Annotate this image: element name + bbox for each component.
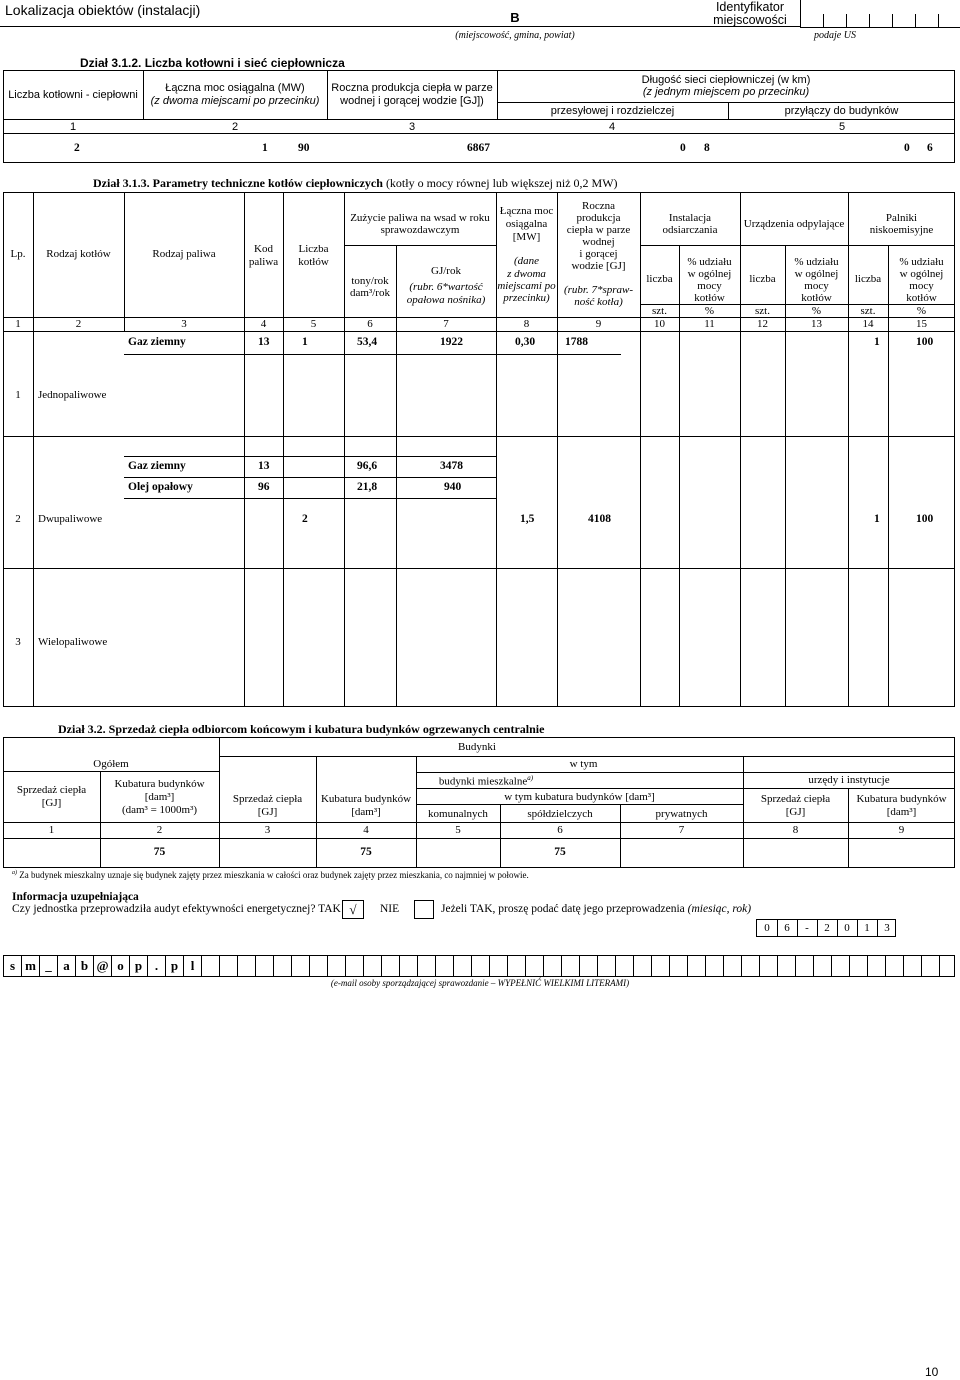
col-num: 2 [75,318,82,330]
email-char: o [111,956,129,976]
r2-gj-1: 3478 [440,460,463,472]
r1-gj: 1922 [440,336,463,348]
header-zuzycie-1: Zużycie paliwa na wsad w roku [350,212,490,224]
value-spoldzielczych: 75 [554,846,566,858]
header-rodzaj-paliwa: Rodzaj paliwa [152,248,216,260]
value-moc-int: 1 [262,142,268,154]
header-sprzedaz-1: Sprzedaż ciepła [760,793,831,805]
email-char: p [129,956,147,976]
col-produkcja-label-1: Roczna produkcja ciepła w parze [331,82,493,94]
col-num: 1 [69,121,77,133]
date-digit: 2 [824,922,830,934]
r1-palniki-pct: 100 [916,336,934,348]
header-kod-1: Kod [254,243,273,255]
col-num: 12 [757,318,768,330]
r1-tony: 53,4 [357,336,378,348]
col-dlugosc-label: Długość sieci ciepłowniczej (w km) [641,74,811,86]
r2-tony-2: 21,8 [357,481,378,493]
r1-moc: 0,30 [515,336,536,348]
header-instalacja-2: odsiarczania [662,224,718,236]
audit-date-label: Jeżeli TAK, proszę podać datę jego przeprowadzenia (miesiąc, rok) [441,903,752,915]
header-gj-3: opałowa nośnika) [406,294,486,306]
col-num: 9 [898,824,905,836]
audit-question: Czy jednostka przeprowadziła audyt efektywności energetycznej? TAK [12,903,341,915]
header-gj-1: GJ/rok [431,265,461,277]
email-char: a [57,956,75,976]
col-num: 3 [264,824,271,836]
header-moc-1: Łączna moc [499,205,554,217]
header-prod-3: ciepła w parze [566,224,631,236]
header-tony-1: tony/rok [351,275,389,287]
email-char: _ [39,956,57,976]
section-32-title: Dział 3.2. Sprzedaż ciepła odbiorcom końcowym i kubatura budynków ogrzewanych centralnie [58,722,545,736]
header-prywatnych: prywatnych [655,808,708,820]
col-num: 1 [15,318,21,330]
value-kotlownie: 2 [74,142,80,154]
header-liczba: liczba [854,273,882,285]
col-num: 8 [523,318,530,330]
header-zuzycie-2: sprawozdawczym [380,224,460,236]
audit-no-label: NIE [380,903,400,915]
location-title: Lokalizacja obiektów (instalacji) [5,2,201,18]
value-przylaczy-int: 0 [904,142,910,154]
r2-fuel-2: Olej opałowy [128,481,193,493]
row-name: Dwupaliwowe [38,513,103,525]
header-udzial: % udziału w ogólnej mocy kotłów [899,256,944,304]
header-kubatura-2: [dam³] [144,791,175,803]
header-lp: Lp. [10,248,26,260]
date-digit: 3 [884,922,890,934]
col-przylaczy-label: przyłączy do budynków [784,105,899,117]
header-prod-4: wodnej [582,236,615,248]
col-num: 3 [408,121,416,133]
row-lp: 3 [15,636,21,648]
header-liczba-2: kotłów [298,256,329,268]
unit-pct: % [811,305,822,317]
col-num: 1 [48,824,55,836]
r2-kod-2: 96 [258,481,270,493]
identifier-label-1: Identyfikator [715,0,785,14]
header-prod-5: i gorącej [579,248,618,260]
header-prod-1: Roczna [582,200,615,212]
header-kod-2: paliwa [248,256,279,268]
header-kubatura-1: Kubatura budynków [114,778,205,790]
page-number: 10 [925,1365,939,1379]
header-kubatura-2: [dam³] [351,806,381,818]
col-num: 7 [678,824,685,836]
header-w-tym-kubatura: w tym kubatura budynków [dam³] [504,791,655,803]
header-letter-b: B [510,10,520,25]
r2-kod-1: 13 [258,460,270,472]
header-budynki: Budynki [458,741,496,753]
col-num: 4 [608,121,616,133]
col-num: 5 [838,121,846,133]
location-hint: (miejscowość, gmina, powiat) [455,30,575,41]
col-kotlownie-label: Liczba kotłowni - ciepłowni [8,89,138,101]
email-char: @ [93,956,111,976]
email-char: . [147,956,165,976]
header-moc-7: przecinku) [503,292,550,304]
header-tony-2: dam³/rok [350,287,390,299]
col-num: 11 [704,318,715,330]
row-name: Wielopaliwowe [38,636,108,648]
r2-fuel-1: Gaz ziemny [128,460,186,472]
header-udzial: % udziału w ogólnej mocy kotłów [687,256,732,304]
email-char: l [183,956,201,976]
section-313-title: Dział 3.1.3. Parametry techniczne kotłów ciepłowniczych (kotły o mocy równej lub większej niż 0,2 MW) [93,176,618,190]
col-num: 2 [231,121,239,133]
header-urzedy: urzędy i instytucje [808,774,890,786]
value-przylaczy-dec: 6 [927,142,933,154]
value-kubatura-budynki: 75 [360,846,372,858]
audit-no-checkbox[interactable] [414,900,434,919]
r1-kod: 13 [258,336,270,348]
r2-tony-1: 96,6 [357,460,378,472]
col-moc-label: Łączna moc osiągalna (MW) [165,82,305,94]
value-moc-dec: 90 [298,142,310,154]
value-kubatura-ogolem: 75 [153,846,166,858]
header-w-tym: w tym [569,758,598,770]
header-urzadzenia: Urządzenia odpylające [743,218,845,230]
header-kubatura-2: [dam³] [886,806,917,818]
r2-moc: 1,5 [520,513,535,525]
header-sprzedaz-2: [GJ] [257,806,278,818]
header-liczba-1: Liczba [298,243,329,255]
r2-palniki-pct: 100 [916,513,934,525]
unit-pct: % [704,305,715,317]
audit-yes-checkbox[interactable]: √ [342,900,364,919]
header-liczba: liczba [646,273,673,285]
col-num: 6 [367,318,373,330]
date-separator: - [805,922,809,934]
identifier-hint: podaje US [814,30,856,41]
identifier-label-2: miejscowości [713,13,787,27]
header-palniki-2: niskoemisyjne [869,224,934,236]
col-num: 7 [443,318,449,330]
col-num: 14 [862,318,874,330]
col-num: 8 [792,824,799,836]
header-gj-2: (rubr. 6*wartość [409,281,483,293]
date-digit: 0 [764,922,770,934]
col-dlugosc-hint: (z jednym miejscem po przecinku) [642,86,810,98]
date-digit: 6 [784,922,790,934]
col-moc-hint: (z dwoma miejscami po przecinku) [150,95,320,107]
header-sprzedaz-2: [GJ] [41,797,62,809]
email-caption: (e-mail osoby sporządzającej sprawozdanie – WYPEŁNIĆ WIELKIMI LITERAMI) [330,978,630,988]
audit-date-field[interactable] [756,919,896,937]
header-kubatura-1: Kubatura budynków [320,793,412,805]
col-num: 5 [455,824,461,836]
col-num: 9 [595,318,602,330]
header-rodzaj-kotlow: Rodzaj kotłów [46,248,111,260]
header-mieszkalne: budynki mieszkalne$^{a)}$ [438,774,534,788]
header-prod-6: wodzie [GJ] [571,260,626,272]
header-instalacja-1: Instalacja [668,212,712,224]
unit-szt: szt. [860,305,876,317]
col-num: 4 [363,824,369,836]
email-char: s [3,956,21,976]
section-312-title: Dział 3.1.2. Liczba kotłowni i sieć ciepłownicza [80,56,345,70]
col-num: 10 [654,318,665,330]
header-komunalnych: komunalnych [428,808,488,820]
date-digit: 1 [864,922,870,934]
col-przesylowej-label: przesyłowej i rozdzielczej [550,105,675,117]
value-przesylowej-dec: 8 [704,142,710,154]
col-num: 5 [310,318,317,330]
header-prod-8: ność kotła) [574,296,623,308]
identifier-boxes[interactable] [800,0,960,28]
date-digit: 0 [844,922,850,934]
col-num: 15 [916,318,927,330]
header-udzial: % udziału w ogólnej mocy kotłów [794,256,839,304]
r2-prod: 4108 [588,513,611,525]
email-char: m [21,956,39,976]
header-moc-3: [MW] [512,231,541,243]
header-spoldzielczych: spółdzielczych [527,808,593,820]
info-title: Informacja uzupełniająca [12,891,139,903]
row-lp: 2 [15,513,21,525]
r1-palniki-liczba: 1 [874,336,880,348]
header-moc-5: z dwoma [507,268,546,280]
col-num: 3 [181,318,187,330]
header-moc-4: (dane [513,255,540,267]
unit-szt: szt. [652,305,667,317]
r1-fuel: Gaz ziemny [128,336,186,348]
r1-liczba: 1 [302,336,308,348]
header-sprzedaz-2: [GJ] [785,806,806,818]
header-prod-7: (rubr. 7*spraw- [563,284,634,296]
header-sprzedaz-1: Sprzedaż ciepła [232,793,303,805]
email-char: p [165,956,183,976]
col-num: 2 [156,824,163,836]
col-num: 4 [260,318,267,330]
header-kubatura-1: Kubatura budynków [856,793,947,805]
r1-prod: 1788 [565,336,588,348]
email-char: b [75,956,93,976]
value-produkcja: 6867 [467,142,490,154]
row-lp: 1 [15,389,21,401]
col-produkcja-label-2: wodnej i gorącej wodzie [GJ]) [340,95,484,107]
header-liczba: liczba [749,273,776,285]
footnote: $^{a)}$ Za budynek mieszkalny uznaje się budynek zajęty przez mieszkania w całości oraz budynek zajęty przez mieszkania, co najmniej w połowie. [12,870,529,880]
header-moc-2: osiągalna [505,218,548,230]
header-sprzedaz-1: Sprzedaż ciepła [16,784,87,796]
r2-gj-2: 940 [444,481,462,493]
header-palniki-1: Palniki [885,212,918,224]
row-name: Jednopaliwowe [38,389,107,401]
unit-szt: szt. [755,305,770,317]
col-num: 13 [811,318,822,330]
header-kubatura-3: (dam³ = 1000m³) [121,804,198,816]
r2-palniki-liczba: 1 [874,513,880,525]
col-num: 6 [557,824,563,836]
value-przesylowej-int: 0 [680,142,686,154]
r2-liczba: 2 [302,513,308,525]
header-prod-2: produkcja [576,212,621,224]
unit-pct: % [916,305,927,317]
header-moc-6: miejscami po [497,280,556,292]
header-ogolem: Ogółem [93,758,129,770]
